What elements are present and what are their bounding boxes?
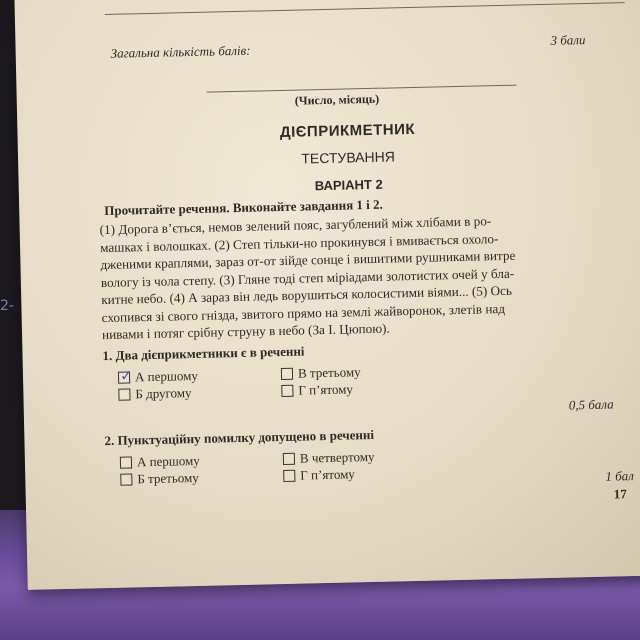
margin-pen-mark: 2- bbox=[0, 298, 14, 314]
top-rule-2 bbox=[105, 2, 625, 15]
question-1-points: 0,5 бала bbox=[568, 396, 614, 413]
q2-option-b[interactable]: Б третьому bbox=[120, 470, 199, 488]
checkbox[interactable] bbox=[120, 456, 132, 468]
question-1-title: 1. Два дієприкметники є в реченні bbox=[102, 343, 305, 364]
reading-passage bbox=[99, 209, 632, 343]
question-2-title: 2. Пунктуаційну помилку допущено в реченні bbox=[104, 426, 375, 449]
checkbox[interactable] bbox=[118, 388, 130, 400]
variant-heading: ВАРІАНТ 2 bbox=[314, 176, 383, 194]
q2-option-c[interactable]: В четвертому bbox=[283, 449, 375, 467]
q1-option-d[interactable]: Г п’ятому bbox=[281, 381, 353, 399]
passage-line: вологу із чола степу. (3) Гляне тоді степ міріадами золотистих очей у бла- bbox=[100, 265, 515, 290]
total-points-label: Загальна кількість балів: bbox=[110, 42, 251, 61]
checkbox[interactable] bbox=[281, 385, 293, 397]
passage-line: нивами і потяг срібну струну в небо (За І. Цюпою). bbox=[101, 320, 390, 343]
instruction-text: Прочитайте речення. Виконайте завдання 1 і 2. bbox=[104, 196, 383, 219]
q1-option-a[interactable]: ✓ А першому bbox=[119, 366, 199, 385]
checkbox[interactable] bbox=[118, 366, 133, 385]
total-points-value: 3 бали bbox=[550, 32, 586, 48]
page-title: ДІЄПРИКМЕТНИК bbox=[279, 120, 416, 142]
checkbox[interactable] bbox=[283, 470, 295, 482]
passage-line: (1) Дорога в’ється, немов зелений пояс, загублений між хлібами в ро- bbox=[99, 213, 492, 238]
passage-line: китне небо. (4) А зараз він ледь ворушиться колосистими віями... (5) Ось bbox=[101, 282, 513, 308]
passage-line: дженими краплями, зараз от-от зійде сонце і вишитими рушниками витре bbox=[100, 247, 516, 273]
q1-option-b[interactable]: Б другому bbox=[118, 385, 192, 403]
q2-option-a[interactable]: А першому bbox=[120, 453, 200, 471]
passage-line: машках і волошках. (2) Степ тільки-но прокинувся і вмивається охоло- bbox=[99, 230, 499, 255]
date-caption: (Число, місяць) bbox=[294, 91, 380, 108]
question-2-points: 1 бал bbox=[605, 468, 635, 484]
q1-option-c[interactable]: В третьому bbox=[281, 364, 361, 382]
q2-option-d[interactable]: Г п’ятому bbox=[283, 466, 355, 484]
passage-line: схопився зі свого гнізда, звитого прямо на землі жайворонок, злетів над bbox=[101, 300, 506, 325]
page-number: 17 bbox=[613, 486, 627, 502]
checkbox[interactable] bbox=[283, 453, 295, 465]
page-subtitle: ТЕСТУВАННЯ bbox=[301, 148, 396, 167]
checkbox[interactable] bbox=[120, 473, 132, 485]
check-mark-icon: ✓ bbox=[119, 366, 133, 385]
checkbox[interactable] bbox=[281, 368, 293, 380]
textbook-page bbox=[14, 0, 640, 590]
